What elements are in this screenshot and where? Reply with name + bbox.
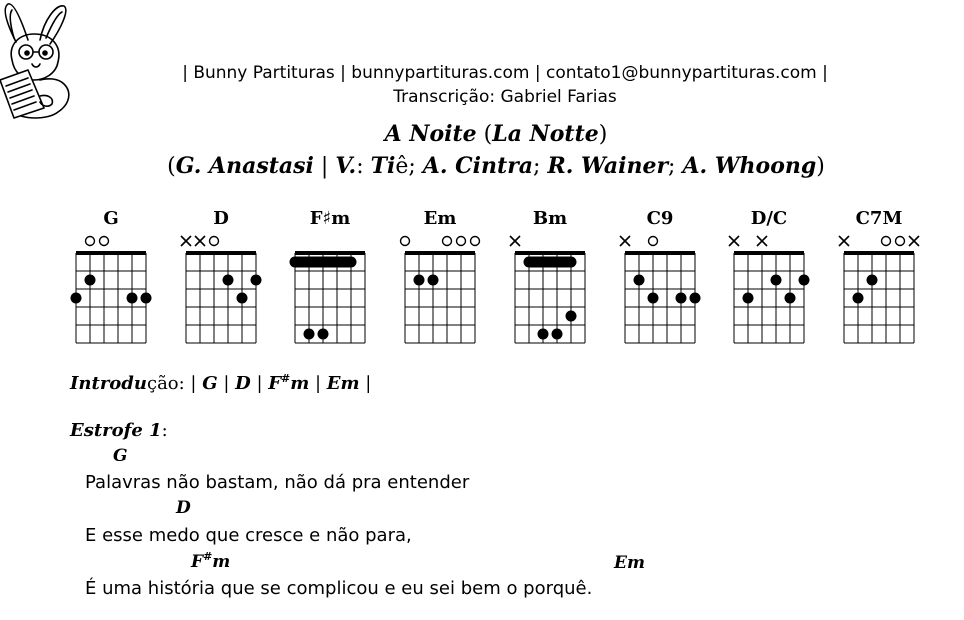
chord-4-finger-dot [428,275,439,286]
chord-1-open-string [100,237,109,246]
chord-1-finger-dot [85,275,96,286]
verse-chord-fsharp-m: F#m [191,550,231,572]
version-artist-2: A. Cintra [422,153,534,179]
chord-8-muted-string [909,236,919,246]
chord-6-finger-dot [690,293,701,304]
chord-5-finger-dot [552,329,563,340]
chord-3-finger-dot [304,329,315,340]
chord-1-finger-dot [71,293,82,304]
transcription-credit: Transcrição: Gabriel Farias [393,87,617,107]
chord-5-muted-string [510,236,520,246]
chord-3-name: F♯m [309,208,351,229]
chord-2-open-string [210,237,219,246]
intro-chord-4: Em [326,373,360,394]
lyric-line-2: E esse medo que cresce e não para, [85,525,412,546]
verse-chord-g: G [113,446,128,466]
chord-4-open-string [457,237,466,246]
chord-4-name: Em [423,208,457,229]
site-header-links: | Bunny Partituras | bunnypartituras.com | contato1@bunnypartituras.com | [182,63,828,83]
chord-5-finger-dot [566,311,577,322]
version-label: V. [335,153,357,179]
chord-7-muted-string [729,236,739,246]
chord-3-finger-dot [318,329,329,340]
intro-chord-3: F#m [268,372,310,394]
chord-4-open-string [401,237,410,246]
song-title: A Noite (La Notte) [384,121,608,147]
chord-8-muted-string [839,236,849,246]
chord-5-finger-dot [538,329,549,340]
song-name: A Noite [384,121,477,147]
song-original-title: La Notte [492,121,599,147]
chord-8-open-string [882,237,891,246]
chord-4-open-string [443,237,452,246]
chord-6-name: C9 [646,208,674,229]
chord-1-finger-dot [127,293,138,304]
chord-4-finger-dot [414,275,425,286]
version-artist-3: R. Wainer [547,153,669,179]
song-credits: (G. Anastasi | V.: Tiê; A. Cintra; R. Wainer; A. Whoong) [167,153,825,179]
verse-chord-d: D [176,498,191,518]
chord-6-finger-dot [634,275,645,286]
chord-2-name: D [213,208,229,229]
version-artist-4: A. Whoong [682,153,817,179]
chord-8-finger-dot [853,293,864,304]
lyric-line-1: Palavras não bastam, não dá pra entender [85,472,470,493]
chord-4-open-string [471,237,480,246]
composer-name: G. Anastasi [175,153,314,179]
chord-2-finger-dot [223,275,234,286]
chord-1-open-string [86,237,95,246]
chord-6-finger-dot [676,293,687,304]
chord-2-finger-dot [251,275,262,286]
chord-6-open-string [649,237,658,246]
chord-2-muted-string [181,236,191,246]
verse-chord-em: Em [614,553,645,573]
chord-7-finger-dot [771,275,782,286]
chord-2-finger-dot [237,293,248,304]
chord-7-finger-dot [785,293,796,304]
chord-2-muted-string [195,236,205,246]
intro-chord-2: D [235,373,251,394]
lyric-line-3: É uma história que se complicou e eu sei bem o porquê. [85,578,593,599]
intro-line: Introdução: | G | D | F#m | Em | [70,372,372,394]
intro-chord-1: G [202,373,218,394]
chord-7-finger-dot [743,293,754,304]
chord-7-muted-string [757,236,767,246]
version-artist-1: Tiê [370,153,409,179]
chord-6-muted-string [620,236,630,246]
intro-label-rest: ção [146,373,179,394]
chord-8-finger-dot [867,275,878,286]
chord-6-finger-dot [648,293,659,304]
chord-7-finger-dot [799,275,810,286]
chord-7-name: D/C [750,208,788,229]
verse-1-label: Estrofe 1: [70,420,168,441]
chord-1-name: G [103,208,119,229]
chord-5-name: Bm [532,208,568,229]
chord-8-open-string [896,237,905,246]
intro-label-bold: Introdu [70,373,147,394]
chord-8-name: C7M [855,208,903,229]
chord-1-finger-dot [141,293,152,304]
